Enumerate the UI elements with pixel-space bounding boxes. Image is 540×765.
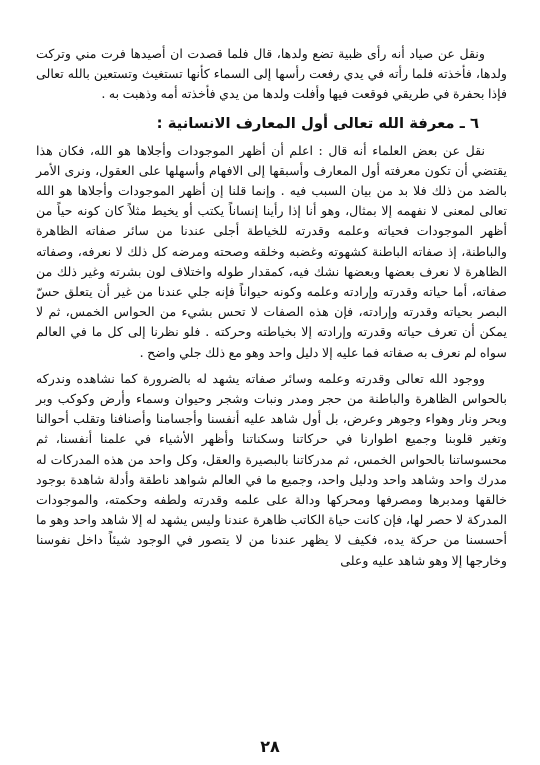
page-number: ٢٨: [260, 737, 280, 756]
body-paragraph-2: ووجود الله تعالى وقدرته وعلمه وسائر صفاته يشهد له بالضرورة كما نشاهده وندركه بالحواس الظاهرة والباطنة من حجر ومدر ونبات وشجر وحيوان وسماء وأرض وكوكب وبر وبحر ونار وهواء وجوهر وعرض، بل أول شاهد عليه أنفسنا وأجسامنا وأصنافنا وتقلب أحوالنا وتغير قلوبنا وجميع اطوارنا في حركاتنا وسكناتنا وأظهر الأشياء في علمنا أنفسنا، ثم محسوساتنا بالحواس الخمس، ثم مدركاتنا بالبصيرة والعقل، وكل واحد من هذه المدركات له مدرك واحد وشاهد واحد ودليل واحد، وجميع ما في العالم شواهد ناطقة وأدلة شاهدة بوجود خالقها ومدبرها ومصرفها ومحركها ودالة على علمه وقدرته ولطفه وحكمته، والموجودات المدركة لا حصر لها، فإن كانت حياة الكاتب ظاهرة عندنا وليس يشهد له إلا شاهد واحد وهو ما أحسسنا من حركة يده، فكيف لا يظهر عندنا من لا يتصور في الوجود شيئاً داخل نفوسنا وخارجها إلا وهو شاهد عليه وعلى: [36, 370, 507, 568]
intro-paragraph: ونقل عن صياد أنه رأى ظبية تضع ولدها، قال فلما قصدت ان أصيدها فرت مني وتركت ولدها، فأخذته فلما رأته في يدي رفعت رأسها إلى السماء كأنها تستغيث وتستعين بالله تعالى فإذا بحفرة في طريقي فوقعت فيها وأفلت ولدها من يدي فأخذته أمه وذهبت به .: [36, 46, 507, 102]
body-paragraph-1: نقل عن بعض العلماء أنه قال : اعلم أن أظهر الموجودات وأجلاها هو الله، فكان هذا يقتضي أن تكون معرفته أول المعارف وأسبقها إلى الافهام وأسهلها على العقول، ونرى الأمر بالضد من ذلك فلا بد من بيان السبب فيه . وإنما قلنا إن أظهر الموجودات وأجلاها هو الله تعالى لمعنى لا نفهمه إلا بمثال، وهو أنا إذا رأينا إنساناً يكتب أو يخيط مثلاً كان كونه حياً من أظهر الموجودات فحياته وعلمه وقدرته للخياطة أجلى عندنا من سائر صفاته الظاهرة والباطنة، إذ صفاته الباطنة كشهوته وغضبه وخلقه وصحته ومرضه كل ذلك لا نعرفه، وصفاته الظاهرة لا نعرف بعضها وبعضها نشك فيه، كمقدار طوله واختلاف لون بشرته وغير ذلك من صفاته، أما حياته وقدرته وإرادته وعلمه وكونه حيواناً فإنه جلي عندنا من غير أن يتعلق حسّ البصر بحياته وقدرته وإرادته، فإن هذه الصفات لا تحس بشيء من الحواس الخمس، ثم لا يمكن أن تعرف حياته وقدرته وإرادته إلا بخياطته وحركته . فلو نظرنا إلى كل ما في العالم سواه لم نعرف به صفاته فما عليه إلا دليل واحد وهو مع ذلك جلي واضح .: [36, 142, 507, 360]
section-heading: ٦ ـ معرفة الله تعالى أول المعارف الانسانية :: [156, 114, 479, 132]
